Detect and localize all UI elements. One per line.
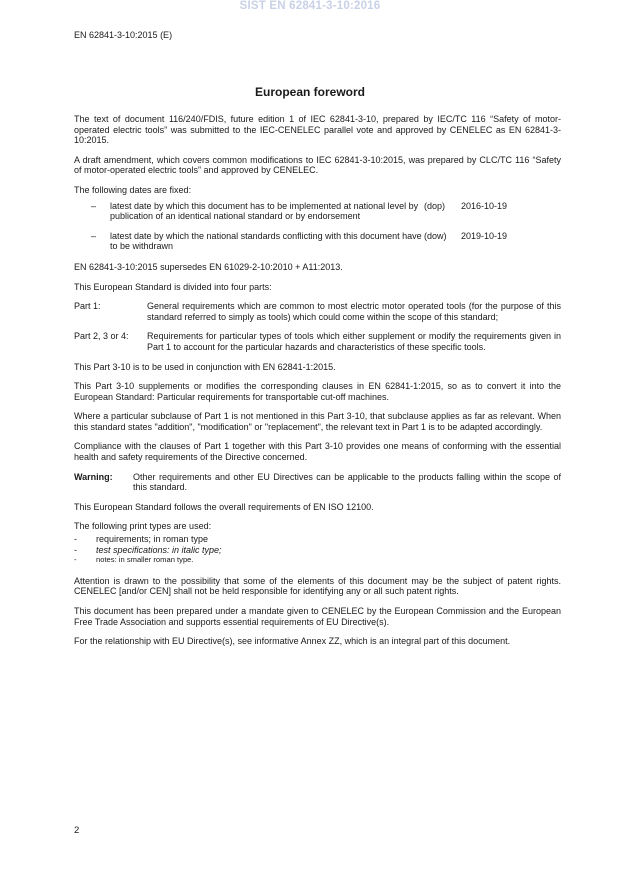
- list-item: [74, 545, 561, 556]
- paragraph: This Part 3-10 is to be used in conjunction with EN 62841-1:2015.: [74, 361, 336, 372]
- list-dash: -: [74, 555, 77, 565]
- part-item: [74, 331, 561, 352]
- date-description: latest date by which this document has to be implemented at national level by publication of an identical national standard or by endorsement: [110, 200, 419, 222]
- date-row: [74, 201, 561, 222]
- paragraph: For the relationship with EU Directive(s), see informative Annex ZZ, which is an integral part of this document.: [74, 636, 511, 647]
- list-dash: –: [91, 230, 97, 241]
- paragraph: This Part 3-10 supplements or modifies the corresponding clauses in EN 62841-1:2015, so as to convert it into the European Standard: Particular requirements for transportable cut-off machines.: [74, 381, 561, 402]
- print-type-italic: test specifications: in italic type;: [96, 544, 222, 555]
- list-dash: –: [91, 200, 97, 211]
- date-code: (dop): [424, 200, 446, 211]
- paragraph: Where a particular subclause of Part 1 is not mentioned in this Part 3-10, that subclause applies as far as relevant. When this standard states "addition", "modification" or "replacement", the relevant text in Part 1 is to be adapted accordingly.: [74, 411, 561, 432]
- date-description: latest date by which the national standards conflicting with this document have to be withdrawn: [110, 230, 422, 252]
- dates-list: [74, 201, 561, 252]
- paragraph: Attention is drawn to the possibility that some of the elements of this document may be the subject of patent rights. CENELEC [and/or CEN] shall not be held responsible for identifying any or all such patent rights.: [74, 575, 561, 597]
- paragraph: The following print types are used:: [74, 521, 212, 532]
- watermark: SIST EN 62841-3-10:2016: [239, 0, 381, 12]
- date-row: [74, 231, 561, 252]
- paragraph: The text of document 116/240/FDIS, future edition 1 of IEC 62841-3-10, prepared by IEC/TC 116 “Safety of motor-operated electric tools” was submitted to the IEC-CENELEC parallel vote and approved by CENELEC as EN 62841-3-10:2015.: [74, 114, 561, 146]
- paragraph: This European Standard follows the overall requirements of EN ISO 12100.: [74, 501, 374, 512]
- print-types-list: [74, 534, 561, 566]
- list-dash: -: [74, 534, 77, 545]
- document-body: [74, 114, 561, 656]
- page-number: 2: [74, 825, 80, 836]
- list-item: [74, 555, 561, 566]
- list-item: [74, 534, 561, 545]
- warning-note: [74, 472, 561, 493]
- date-value: 2019-10-19: [461, 230, 508, 241]
- part-label: Part 1:: [74, 301, 101, 312]
- date-value: 2016-10-19: [461, 200, 508, 211]
- paragraph: Compliance with the clauses of Part 1 together with this Part 3-10 provides one means of conforming with the essential health and safety requirements of the Directive concerned.: [74, 441, 561, 463]
- document-id: EN 62841-3-10:2015 (E): [74, 30, 173, 40]
- part-text: General requirements which are common to most electric motor operated tools (for the purpose of this standard referred to simply as tools) which could come within the scope of this standard;: [147, 301, 561, 322]
- part-label: Part 2, 3 or 4:: [74, 331, 129, 342]
- warning-label: Warning:: [74, 471, 113, 482]
- part-item: [74, 301, 561, 322]
- print-type-notes: notes: in smaller roman type.: [96, 555, 194, 565]
- warning-text: Other requirements and other EU Directives can be applicable to the products falling within the scope of this standard.: [133, 471, 561, 493]
- date-code: (dow): [424, 230, 447, 241]
- list-dash: -: [74, 544, 77, 555]
- page-title: European foreword: [254, 85, 365, 99]
- paragraph: This document has been prepared under a mandate given to CENELEC by the European Commission and the European Free Trade Association and supports essential requirements of EU Directive(s).: [74, 606, 561, 627]
- paragraph: This European Standard is divided into four parts:: [74, 281, 272, 292]
- paragraph: A draft amendment, which covers common modifications to IEC 62841-3-10:2015, was prepared by CLC/TC 116 “Safety of motor-operated electric tools” and approved by CENELEC.: [74, 154, 561, 176]
- paragraph: The following dates are fixed:: [74, 184, 192, 195]
- paragraph: EN 62841-3-10:2015 supersedes EN 61029-2-10:2010 + A11:2013.: [74, 261, 343, 272]
- print-type-roman: requirements; in roman type: [96, 534, 209, 545]
- part-text: Requirements for particular types of tools which either supplement or modify the requirements given in Part 1 to account for the particular hazards and characteristics of these specific tools.: [147, 331, 561, 352]
